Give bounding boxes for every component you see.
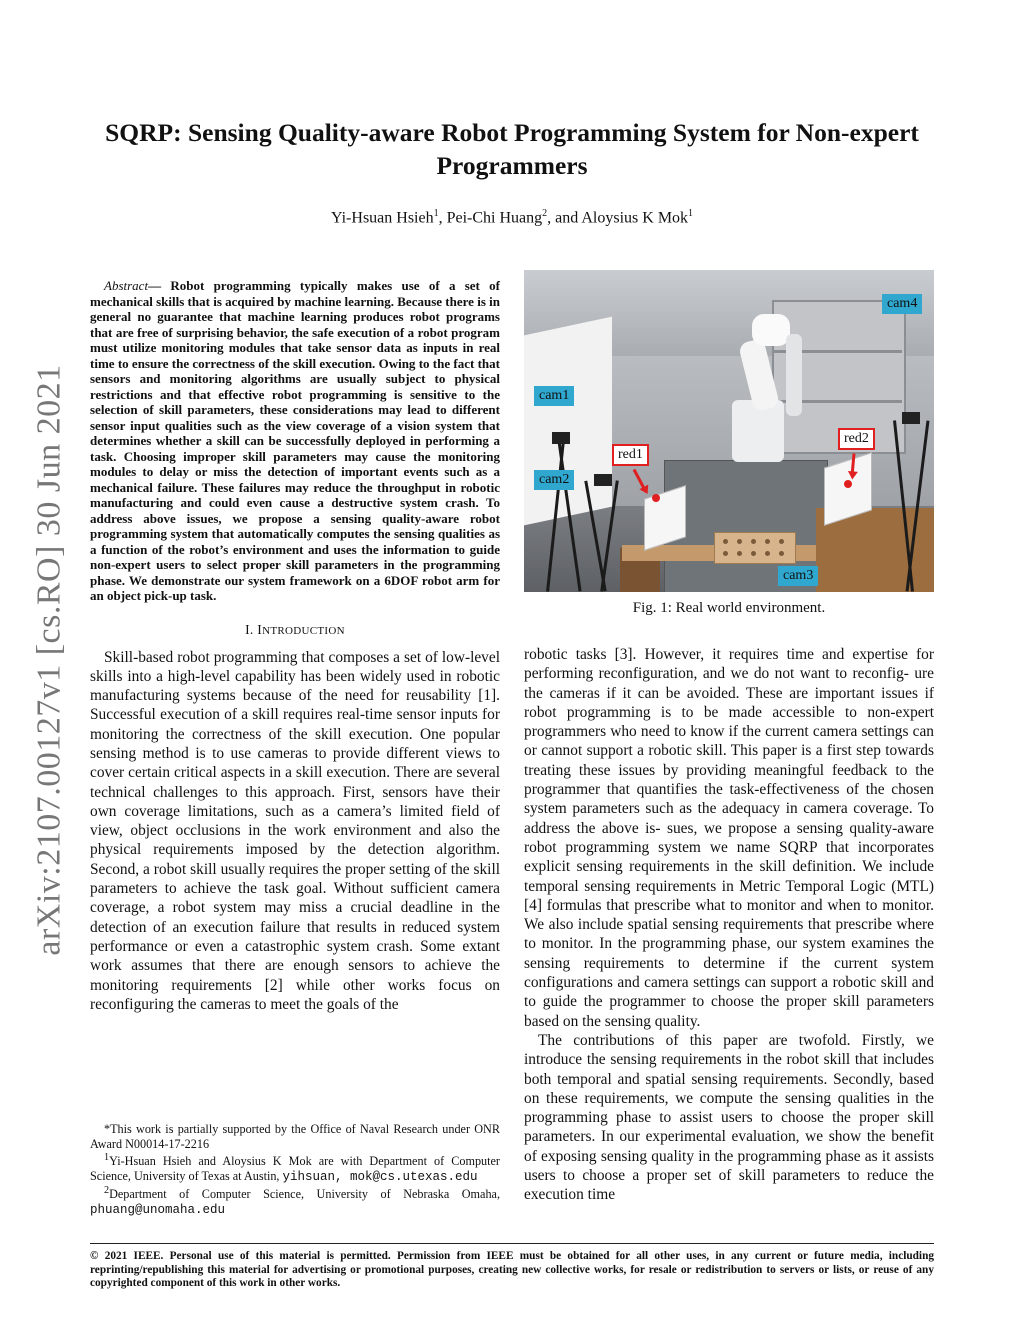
left-column — [90, 278, 500, 1014]
abstract-text: Robot programming typically makes use of a set of mechanical skills that is acquired by machine learning. Because there is in general no guarantee that machine learning produces robot programs that are free of surprising behavior, the safe execution of a robot program must utilize monitoring modules that take sensor data as inputs in real time to ensure the correctness of the skill execution. Owing to the fact that sensors and monitoring algorithms are usually subject to physical restrictions and that effective robot programming is sensitive to the selection of skill parameters, these considerations may lead to different sensor input qualities such as the view coverage of a vision system that determines whether a skill can be successfully deployed in performing a task. Choosing improper skill parameters may cause the monitoring modules to delay or miss the detection of important events such as a mechanical failure. These failures may reduce the throughput in robotic manufacturing and could even cause a destructive system crash. To address above issues, we propose a sensing quality-aware robot programming system that automatically computes the sensing qualities as a function of the robot’s environment and uses the information to guide non-expert users to select proper skill parameters in the programming phase. We demonstrate our system framework on a 6DOF robot arm for an object pick-up task. — [90, 278, 500, 603]
footnote-2-text: Department of Computer Science, University of Nebraska Omaha, — [109, 1187, 500, 1202]
arxiv-identifier-text: arXiv:2107.00127v1 [cs.RO] 30 Jun 2021 — [31, 364, 69, 956]
scene-robot-joint — [752, 314, 790, 346]
contributions-paragraph: The contributions of this paper are twofold. Firstly, we introduce the sensing requirements in the robot skill that includes both temporal and spatial sensing requirements. Secondly, based on these requirements, we compute the sensing qualities in the programming phase to assist users to choose the proper skill parameters. In our experimental evaluation, we show the benefit of exposing sensing quality in the programming phase as it assists users to choose a proper set of skill parameters to reduce the execution time — [524, 1031, 934, 1204]
author-separator: , — [438, 209, 447, 227]
section-number: I. — [245, 621, 258, 637]
footnote-funding: *This work is partially supported by the Office of Naval Research under ONR Award N00014-17-2216 — [90, 1122, 500, 1151]
footnote-affiliation-1 — [90, 1151, 500, 1184]
red-object-marker — [844, 480, 852, 488]
abstract-dash: — — [148, 278, 162, 293]
section-heading-introduction — [90, 622, 500, 638]
cam3-label: cam3 — [778, 566, 818, 586]
red2-label: red2 — [838, 428, 875, 450]
abstract — [90, 278, 500, 604]
scene-peg — [751, 551, 756, 556]
scene-peg — [779, 551, 784, 556]
scene-peg — [723, 551, 728, 556]
figure-real-world-environment — [524, 270, 934, 592]
copyright-notice: © 2021 IEEE. Personal use of this material is permitted. Permission from IEEE must be obtained for all other uses, in any current or future media, including reprinting/republishing this material for advertising or promotional purposes, creating new collective works, for resale or redistribution to servers or lists, or reuse of any copyrighted component of this work in other works. — [90, 1243, 934, 1291]
footnote-2-email[interactable]: phuang@unomaha.edu — [90, 1203, 226, 1218]
author-2: Pei-Chi Huang — [446, 209, 543, 227]
scene-pegboard — [714, 532, 796, 564]
scene-peg — [723, 539, 728, 544]
author-3-affiliation-mark: 1 — [688, 208, 694, 219]
red1-label: red1 — [612, 444, 649, 466]
section-title-rest: NTRODUCTION — [262, 624, 345, 637]
scene-peg — [779, 539, 784, 544]
author-1: Yi-Hsuan Hsieh — [330, 209, 434, 227]
footnote-1-email[interactable]: yihsuan, mok@cs.utexas.edu — [282, 1169, 478, 1184]
footnote-1-mark: 1 — [104, 1152, 110, 1164]
camera-body — [594, 474, 612, 486]
intro-paragraph: Skill-based robot programming that composes a set of low-level skills into a high-level capability has been widely used in robotic manufacturing systems because of the need for reusability [1]. Successful execution of a skill requires real-time sensor inputs for monitoring the correctness of the skill execution. One popular sensing method is to use cameras to provide different views to cover certain critical aspects in a skill execution. There are several technical challenges to this approach. First, sensors have their own coverage limitations, such as a camera’s limited field of view, object occlusions in the work environment and also the physical requirements imposed by the detection algorithm. Second, a robot skill usually requires the proper setting of the skill parameters to achieve the task goal. Without sufficient camera coverage, a robot system may miss a crucial deadline in the detection of an execution failure that results in reduced system performance or even a catastrophic system crash. Some extant work assumes that there are enough sensors to achieve the monitoring requirements [2] while other works focus on reconfiguring the cameras to meet the goals of the — [90, 648, 500, 1013]
figure-caption: Fig. 1: Real world environment. — [632, 600, 826, 616]
scene-peg — [737, 539, 742, 544]
paper-title: SQRP: Sensing Quality-aware Robot Programming System for Non-expert Programmers — [105, 118, 919, 180]
camera-body — [902, 412, 920, 424]
red-object-marker — [652, 494, 660, 502]
arxiv-identifier — [22, 360, 78, 960]
footnote-2-mark: 2 — [104, 1185, 110, 1197]
footnotes — [90, 1122, 500, 1218]
author-line — [90, 208, 934, 227]
cam1-label: cam1 — [534, 386, 574, 406]
scene-peg — [737, 551, 742, 556]
scene-peg — [751, 539, 756, 544]
right-column — [524, 270, 934, 1205]
scene-peg — [765, 551, 770, 556]
cam4-label: cam4 — [882, 294, 922, 314]
cam2-label: cam2 — [534, 470, 574, 490]
section-title-initial: I — [257, 621, 263, 637]
camera-body — [552, 432, 570, 444]
author-1-affiliation-mark: 1 — [433, 208, 439, 219]
footnote-1-text: Yi-Hsuan Hsieh and Aloysius K Mok are with Department of Computer Science, University of Texas at Austin, — [90, 1154, 500, 1183]
scene-robot-gripper — [786, 334, 802, 416]
footnote-affiliation-2 — [90, 1184, 500, 1217]
author-3: Aloysius K Mok — [581, 209, 689, 227]
author-2-affiliation-mark: 2 — [542, 208, 548, 219]
scene-peg — [765, 539, 770, 544]
author-separator: , and — [547, 209, 582, 227]
abstract-label: Abstract — [104, 278, 149, 293]
intro-paragraph-continued: robotic tasks [3]. However, it requires time and expertise for performing reconfiguration, and we do not want to reconfig- ure the cameras if it can be avoided. These are important issues if robot programming is to be made accessible to non-expert programmers who need to know if the current camera settings can or cannot support a robotic skill. This paper is a first step towards treating these issues by providing meaningful feedback to the programmer that quantifies the task-effectiveness of the chosen system parameters such as the adequacy in camera coverage. To address the above is- sues, we propose a sensing quality-aware robot programming system we name SQRP that incorporates explicit sensing requirements in the skill definition. We include temporal sensing requirements in Metric Temporal Logic (MTL) [4] formulas that prescribe what to monitor and when to monitor. We also include spatial sensing requirements that prescribe where to monitor. In the programming phase, our system examines the sensing requirements to determine if the current system configurations and camera settings can support a robotic skill and to guide the programmer to choose the proper skill parameters based on the sensing quality. — [524, 646, 934, 1030]
